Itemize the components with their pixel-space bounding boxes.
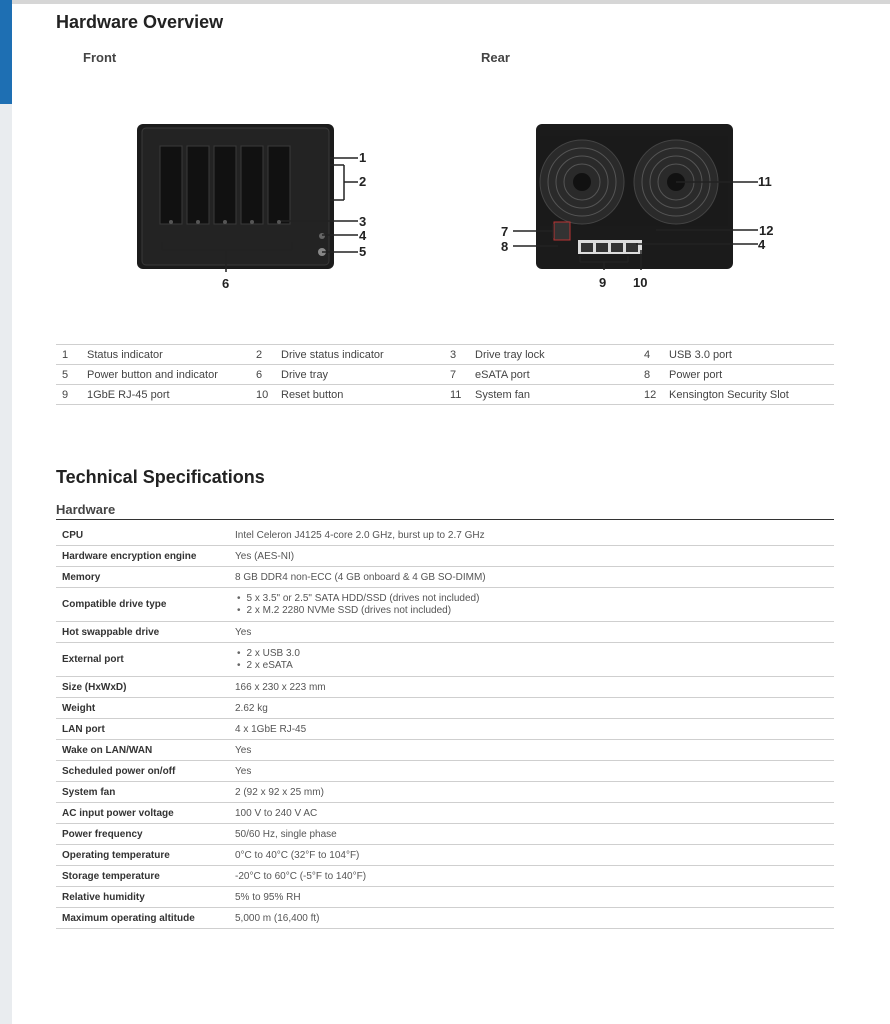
spec-key: CPU: [56, 525, 235, 546]
legend-label: USB 3.0 port: [669, 345, 834, 365]
legend-label: System fan: [475, 385, 638, 405]
spec-value: 5,000 m (16,400 ft): [235, 908, 834, 929]
legend-num: 8: [638, 365, 669, 385]
spec-row: [56, 643, 834, 677]
spec-value: Yes: [235, 761, 834, 782]
spec-key: Compatible drive type: [56, 588, 235, 622]
legend-num: 3: [444, 345, 475, 365]
spec-value: 2 (92 x 92 x 25 mm): [235, 782, 834, 803]
callout-8: 8: [501, 239, 509, 254]
spec-list-item: • 2 x M.2 2280 NVMe SSD (drives not included): [235, 605, 834, 617]
hardware-section-title: Hardware: [56, 502, 116, 517]
spec-list-item: • 5 x 3.5" or 2.5" SATA HDD/SSD (drives not included): [235, 593, 834, 605]
tech-specs-title: Technical Specifications: [56, 467, 265, 487]
legend-num: 4: [638, 345, 669, 365]
callout-4: 4: [359, 228, 367, 243]
spec-value: 5% to 95% RH: [235, 887, 834, 908]
callout-2: 2: [359, 174, 367, 189]
callout-7: 7: [501, 224, 509, 239]
spec-key: LAN port: [56, 719, 235, 740]
callout-12: 12: [759, 223, 774, 238]
fan-left: [540, 140, 624, 224]
spec-value: 50/60 Hz, single phase: [235, 824, 834, 845]
spec-value: 4 x 1GbE RJ-45: [235, 719, 834, 740]
spec-value: 2.62 kg: [235, 698, 834, 719]
spec-key: Scheduled power on/off: [56, 761, 235, 782]
spec-row: [56, 887, 834, 908]
rear-label: Rear: [481, 50, 510, 65]
spec-value: [235, 643, 834, 677]
spec-value: Yes: [235, 622, 834, 643]
legend-num: 12: [638, 385, 669, 405]
legend-num: 9: [56, 385, 87, 405]
spec-key: Memory: [56, 567, 235, 588]
spec-value: Yes: [235, 740, 834, 761]
rear-view-diagram: [498, 118, 788, 298]
spec-row: [56, 525, 834, 546]
callout-11: 11: [758, 174, 772, 189]
legend-num: 6: [250, 365, 281, 385]
drive-tray: [160, 146, 182, 224]
spec-key: Maximum operating altitude: [56, 908, 235, 929]
spec-key: Storage temperature: [56, 866, 235, 887]
spec-row: [56, 740, 834, 761]
spec-row: [56, 622, 834, 643]
drive-tray: [268, 146, 290, 224]
spec-list-item: • 2 x USB 3.0: [235, 648, 834, 660]
spec-row: [56, 546, 834, 567]
callout-1: 1: [359, 150, 367, 165]
callout-5: 5: [359, 244, 367, 259]
legend-label: Drive tray: [281, 365, 444, 385]
legend-row: [56, 345, 834, 365]
spec-key: Operating temperature: [56, 845, 235, 866]
drive-tray: [214, 146, 236, 224]
spec-row: [56, 677, 834, 698]
blue-accent-bar: [0, 0, 12, 104]
legend-label: Reset button: [281, 385, 444, 405]
front-label: Front: [83, 50, 117, 65]
spec-row: [56, 761, 834, 782]
spec-value: 0°C to 40°C (32°F to 104°F): [235, 845, 834, 866]
esata-ports: [554, 222, 570, 240]
spec-row: [56, 719, 834, 740]
spec-row: [56, 698, 834, 719]
hardware-legend-table: [56, 344, 834, 405]
spec-row: [56, 845, 834, 866]
spec-key: AC input power voltage: [56, 803, 235, 824]
usb-port: [319, 233, 325, 239]
drive-tray: [241, 146, 263, 224]
spec-value: 166 x 230 x 223 mm: [235, 677, 834, 698]
spec-row: [56, 866, 834, 887]
spec-key: Wake on LAN/WAN: [56, 740, 235, 761]
callout-3: 3: [359, 214, 367, 229]
legend-num: 7: [444, 365, 475, 385]
spec-key: Size (HxWxD): [56, 677, 235, 698]
legend-label: Kensington Security Slot: [669, 385, 834, 405]
legend-label: Drive tray lock: [475, 345, 638, 365]
spec-row: [56, 588, 834, 622]
section-rule: [56, 519, 834, 520]
callout-10: 10: [633, 275, 648, 290]
spec-row: [56, 567, 834, 588]
spec-row: [56, 803, 834, 824]
hardware-overview-title: Hardware Overview: [56, 12, 224, 32]
legend-label: Status indicator: [87, 345, 250, 365]
spec-key: System fan: [56, 782, 235, 803]
legend-num: 1: [56, 345, 87, 365]
spec-key: Weight: [56, 698, 235, 719]
spec-row: [56, 782, 834, 803]
legend-num: 5: [56, 365, 87, 385]
legend-label: 1GbE RJ-45 port: [87, 385, 250, 405]
spec-value: 100 V to 240 V AC: [235, 803, 834, 824]
spec-key: Power frequency: [56, 824, 235, 845]
legend-row: [56, 385, 834, 405]
spec-key: Hardware encryption engine: [56, 546, 235, 567]
spec-value: Intel Celeron J4125 4-core 2.0 GHz, burst up to 2.7 GHz: [235, 525, 834, 546]
spec-key: Relative humidity: [56, 887, 235, 908]
top-rule: [12, 0, 890, 4]
spec-value: 8 GB DDR4 non-ECC (4 GB onboard & 4 GB SO-DIMM): [235, 567, 834, 588]
callout-4-rear: 4: [758, 237, 766, 252]
spec-value: -20°C to 60°C (-5°F to 140°F): [235, 866, 834, 887]
legend-num: 2: [250, 345, 281, 365]
legend-label: eSATA port: [475, 365, 638, 385]
legend-num: 10: [250, 385, 281, 405]
legend-num: 11: [444, 385, 475, 405]
spec-key: Hot swappable drive: [56, 622, 235, 643]
spec-value: Yes (AES-NI): [235, 546, 834, 567]
legend-label: Power port: [669, 365, 834, 385]
front-view-diagram: [130, 118, 380, 298]
spec-value: [235, 588, 834, 622]
left-gutter: [0, 0, 12, 1024]
spec-list-item: • 2 x eSATA: [235, 660, 834, 672]
callout-6: 6: [222, 276, 230, 291]
spec-key: External port: [56, 643, 235, 677]
drive-tray: [187, 146, 209, 224]
spec-row: [56, 908, 834, 929]
callout-9: 9: [599, 275, 607, 290]
spec-row: [56, 824, 834, 845]
legend-label: Power button and indicator: [87, 365, 250, 385]
legend-label: Drive status indicator: [281, 345, 444, 365]
legend-row: [56, 365, 834, 385]
spec-table: [56, 525, 834, 929]
